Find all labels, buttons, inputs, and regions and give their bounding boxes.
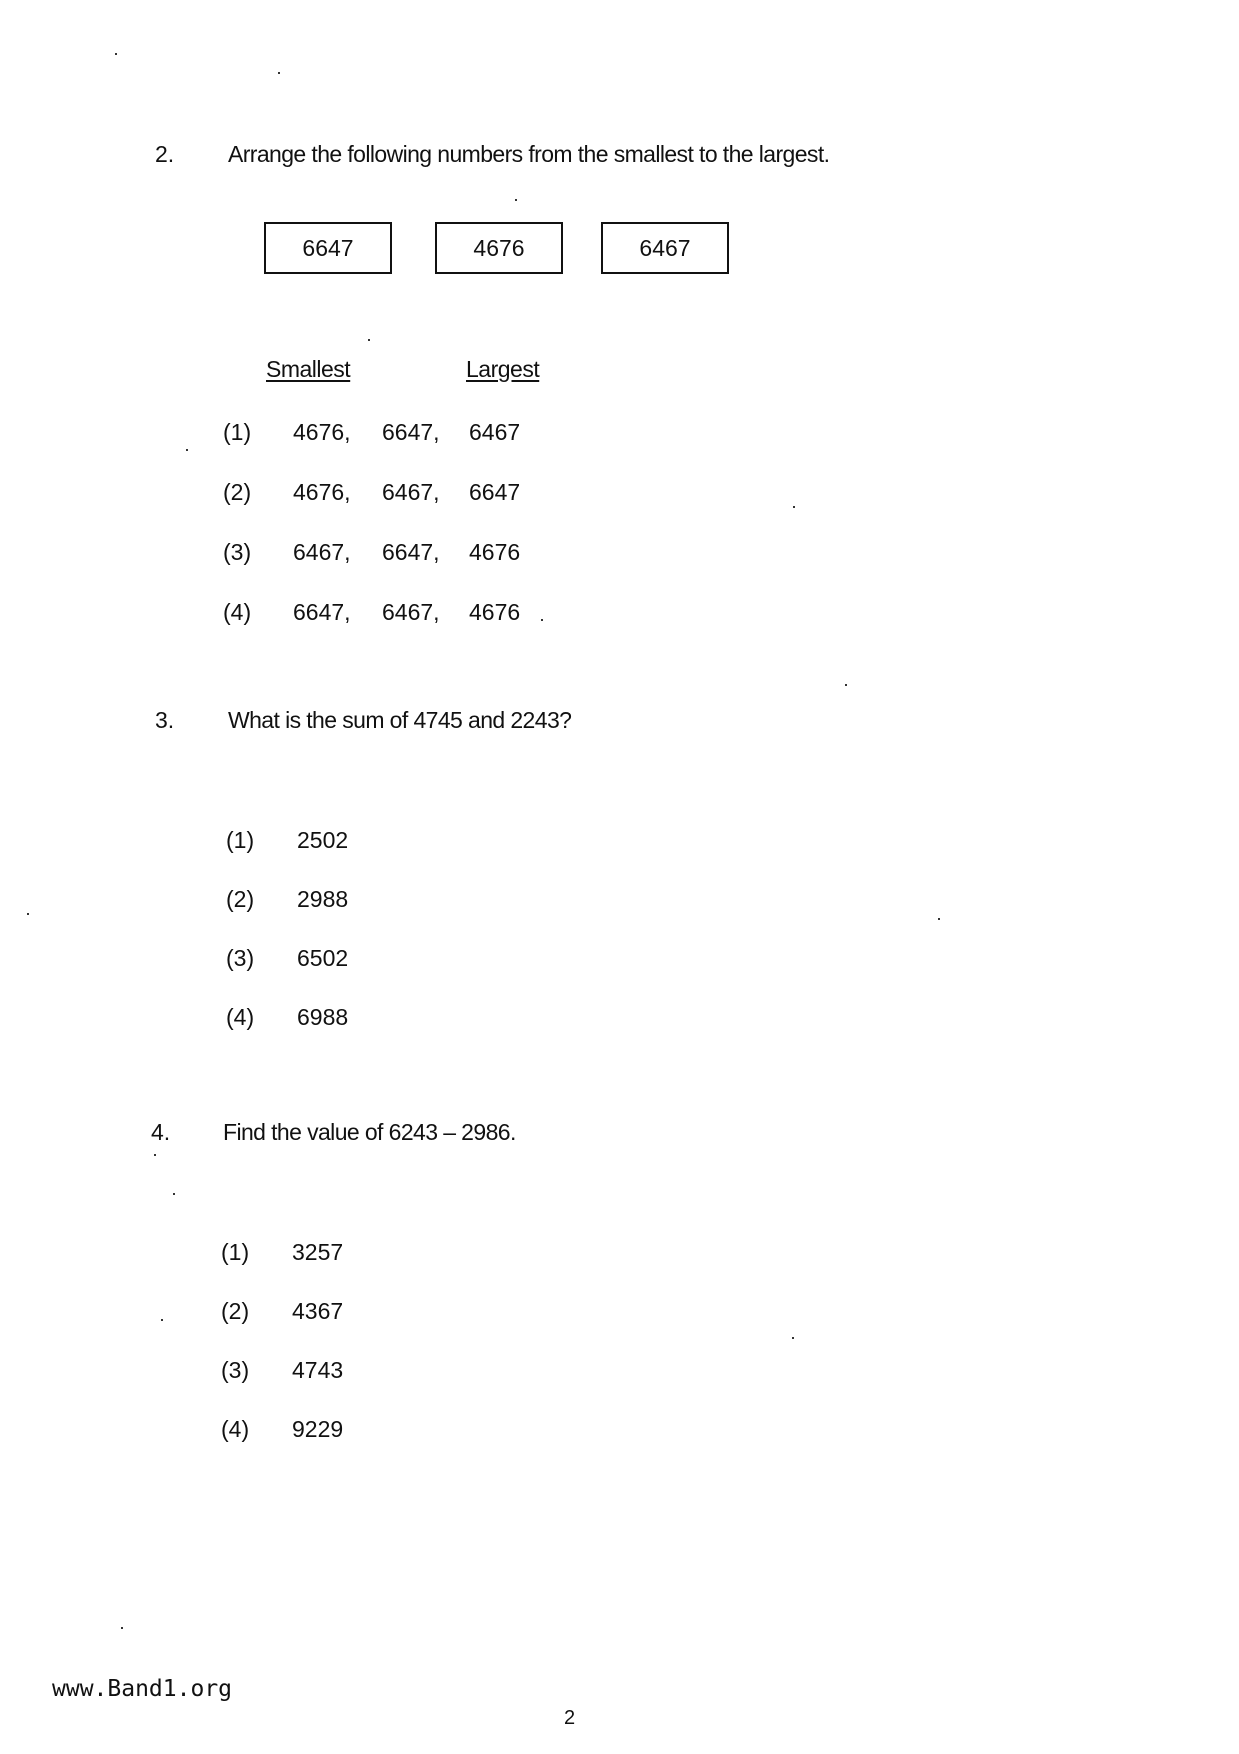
option-value: 4676, [293, 419, 351, 445]
scan-speck [793, 506, 795, 508]
question-number: 3. [155, 707, 175, 733]
scan-speck [792, 1337, 794, 1339]
scan-speck [161, 1319, 163, 1321]
option-value: 2502 [297, 827, 349, 853]
option-label: (3) [226, 945, 255, 971]
question-text: What is the sum of 4745 and 2243? [228, 707, 572, 733]
option-value: 3257 [292, 1239, 344, 1265]
question-text: Arrange the following numbers from the smallest to the largest. [228, 141, 830, 167]
option-value: 6467, [382, 599, 440, 625]
option-label: (4) [226, 1004, 255, 1030]
option-value: 4676 [469, 599, 521, 625]
option-value: 4743 [292, 1357, 344, 1383]
option-value: 9229 [292, 1416, 344, 1442]
footer-url: www.Band1.org [52, 1676, 233, 1702]
scan-speck [121, 1627, 123, 1629]
option-label: (1) [226, 827, 255, 853]
number-box: 4676 [435, 222, 563, 274]
scan-speck [186, 449, 188, 451]
option-label: (3) [221, 1357, 250, 1383]
scan-speck [278, 72, 280, 74]
number-box: 6467 [601, 222, 729, 274]
scan-speck [515, 199, 517, 201]
scan-speck [541, 619, 543, 621]
scan-speck [154, 1154, 156, 1156]
option-label: (4) [223, 599, 252, 625]
scan-speck [173, 1193, 175, 1195]
number-box: 6647 [264, 222, 392, 274]
option-value: 6647, [382, 419, 440, 445]
option-value: 2988 [297, 886, 349, 912]
option-label: (2) [221, 1298, 250, 1324]
option-value: 6988 [297, 1004, 349, 1030]
scan-speck [115, 53, 117, 55]
option-label: (2) [226, 886, 255, 912]
option-label: (1) [223, 419, 252, 445]
scan-speck [845, 684, 847, 686]
option-value: 6647, [382, 539, 440, 565]
option-value: 4676, [293, 479, 351, 505]
option-label: (1) [221, 1239, 250, 1265]
question-text: Find the value of 6243 – 2986. [223, 1119, 516, 1145]
option-value: 6647, [293, 599, 351, 625]
option-value: 6647 [469, 479, 521, 505]
page-number: 2 [564, 1707, 576, 1729]
scan-speck [27, 913, 29, 915]
question-number: 2. [155, 141, 175, 167]
option-label: (4) [221, 1416, 250, 1442]
option-label: (2) [223, 479, 252, 505]
option-label: (3) [223, 539, 252, 565]
question-number: 4. [151, 1119, 171, 1145]
largest-header: Largest [466, 356, 540, 382]
option-value: 6467, [293, 539, 351, 565]
option-value: 4676 [469, 539, 521, 565]
option-value: 4367 [292, 1298, 344, 1324]
option-value: 6467 [469, 419, 521, 445]
scan-speck [368, 339, 370, 341]
option-value: 6502 [297, 945, 349, 971]
scan-speck [938, 918, 940, 920]
smallest-header: Smallest [266, 356, 351, 382]
option-value: 6467, [382, 479, 440, 505]
